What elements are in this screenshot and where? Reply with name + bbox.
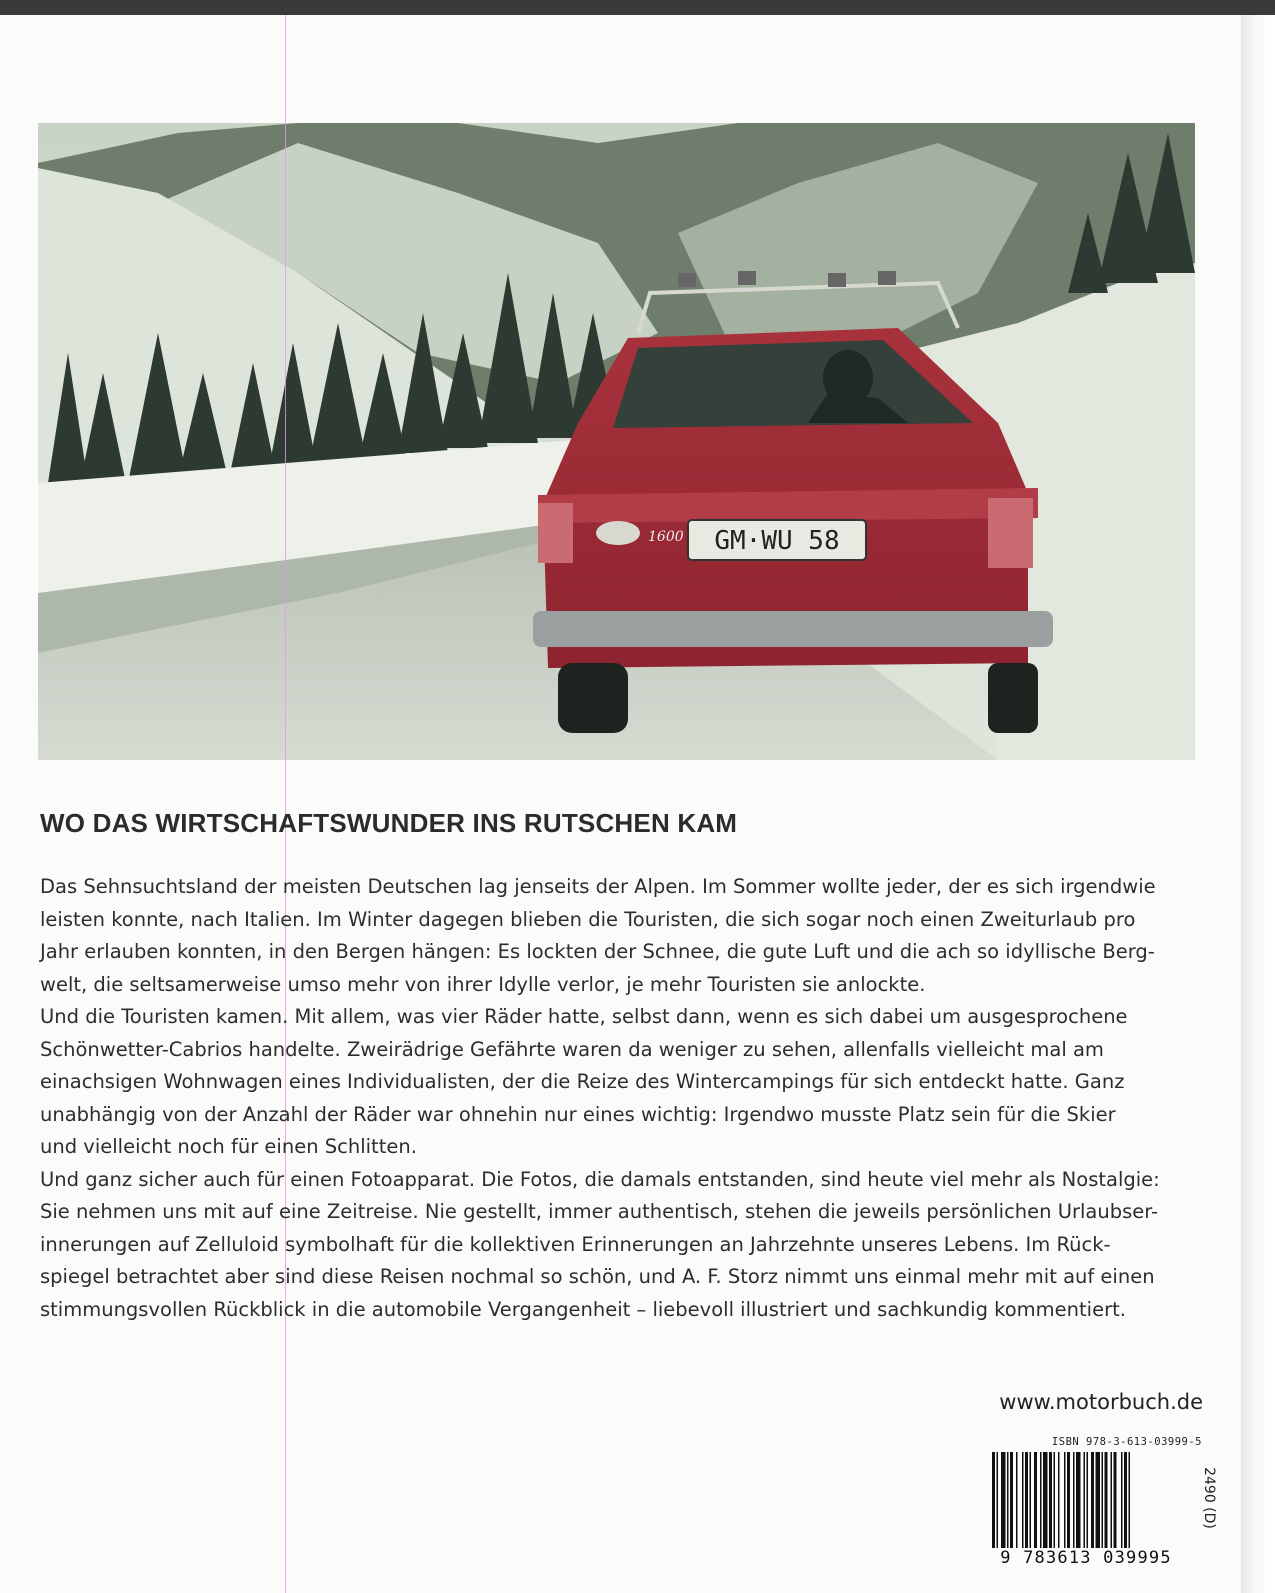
barcode-bar (1076, 1452, 1081, 1548)
barcode-bar (1067, 1452, 1070, 1548)
barcode-bar (1102, 1452, 1104, 1548)
barcode-bars (992, 1452, 1178, 1548)
body-line: einachsigen Wohnwagen eines Individualisten, der die Reize des Wintercampings für sich entdeckt hatte. Ganz (40, 1070, 1125, 1093)
barcode-bar (997, 1452, 999, 1548)
barcode (990, 1452, 1182, 1572)
cover-edge-strip (1241, 15, 1275, 1593)
barcode-bar (992, 1452, 995, 1548)
barcode-bar (1040, 1452, 1042, 1548)
body-line: leisten konnte, nach Italien. Im Winter dagegen blieben die Touristen, die sich sogar noch einen Zweiturlaub pro (40, 907, 1136, 931)
barcode-bar (1025, 1452, 1028, 1548)
body-line: und vielleicht noch für einen Schlitten. (40, 1135, 417, 1158)
price-label: 2490 (D) (1200, 1467, 1217, 1529)
barcode-bar (1087, 1452, 1089, 1548)
barcode-bar (1096, 1452, 1101, 1548)
barcode-bar (1111, 1452, 1113, 1548)
isbn-number: ISBN 978-3-613-03999-5 (1051, 1436, 1202, 1448)
barcode-bar (1016, 1452, 1018, 1548)
barcode-digits: 9 783613 039995 (1000, 1548, 1172, 1568)
body-line: unabhängig von der Anzahl der Räder war ohnehin nur eines wichtig: Irgendwo musste Platz sein für die Skier (40, 1102, 1116, 1126)
barcode-bar (1054, 1452, 1056, 1548)
license-plate: GM·WU 58 (714, 526, 840, 556)
barcode-bar (1043, 1452, 1048, 1548)
body-line: spiegel betrachtet aber sind diese Reisen nochmal so schön, und A. F. Storz nimmt uns einmal mehr mit auf einen (40, 1265, 1155, 1288)
barcode-bar (1091, 1452, 1094, 1548)
body-line: Jahr erlauben konnten, in den Bergen hängen: Es lockten der Schnee, die gute Luft und die ach so idyllische Berg- (40, 940, 1155, 963)
barcode-bar (1030, 1452, 1032, 1548)
barcode-bar (1049, 1452, 1052, 1548)
headline: WO DAS WIRTSCHAFTSWUNDER INS RUTSCHEN KAM (40, 808, 738, 838)
barcode-bar (1034, 1452, 1037, 1548)
barcode-bar (1129, 1452, 1131, 1548)
body-line: Und ganz sicher auch für einen Fotoapparat. Die Fotos, die damals entstanden, sind heute viel mehr als Nostalgie: (40, 1167, 1160, 1191)
barcode-bar (1007, 1452, 1009, 1548)
body-line: Und die Touristen kamen. Mit allem, was vier Räder hatte, selbst dann, wenn es sich dabei um ausgesprochene (40, 1005, 1128, 1028)
body-line: Das Sehnsuchtsland der meisten Deutschen lag jenseits der Alpen. Im Sommer wollte jeder, der es sich irgendwie (40, 875, 1156, 898)
body-line: stimmungsvollen Rückblick in die automobile Vergangenheit – liebevoll illustriert und sachkundig kommentiert. (40, 1297, 1126, 1321)
barcode-bar (1124, 1452, 1127, 1548)
barcode-bar (1064, 1452, 1066, 1548)
body-line: Sie nehmen uns mit auf eine Zeitreise. Nie gestellt, immer authentisch, stehen die jeweils persönlichen Urlaubser- (40, 1200, 1159, 1223)
barcode-bar (1121, 1452, 1123, 1548)
registration-guide-line (285, 15, 286, 1593)
barcode-bar (1084, 1452, 1086, 1548)
barcode-bar (1022, 1452, 1024, 1548)
barcode-bar (1010, 1452, 1013, 1548)
body-line: innerungen auf Zelluloid symbolhaft für die kollektiven Erinnerungen an Jahrzehnte unseres Lebens. Im Rück- (40, 1232, 1111, 1256)
body-text (40, 871, 1200, 1326)
barcode-bar (1073, 1452, 1075, 1548)
body-line: Schönwetter-Cabrios handelte. Zweirädrige Gefährte waren da weniger zu sehen, allenfalls vielleicht mal am (40, 1037, 1104, 1061)
publisher-website: www.motorbuch.de (999, 1390, 1203, 1414)
model-badge: 1600 (648, 529, 684, 545)
barcode-bar (1001, 1452, 1006, 1548)
barcode-bar (1105, 1452, 1108, 1548)
barcode-bar (1114, 1452, 1117, 1548)
body-line: welt, die seltsamerweise umso mehr von ihrer Idylle verlor, je mehr Touristen sie anlockte. (40, 972, 926, 996)
scan-top-edge (0, 0, 1275, 15)
cover-photo (38, 123, 1195, 760)
barcode-bar (1058, 1452, 1060, 1548)
